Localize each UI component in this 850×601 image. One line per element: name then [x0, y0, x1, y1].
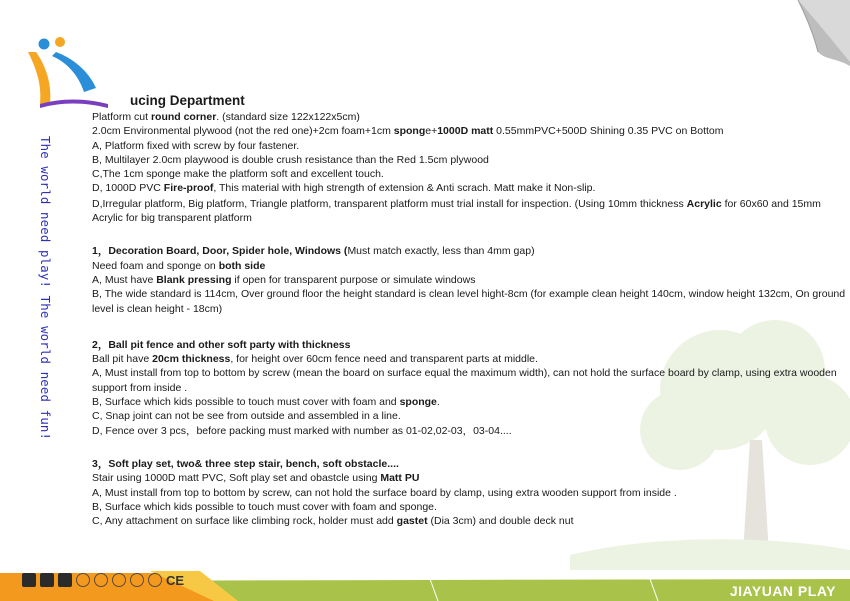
section-3-line: [92, 471, 850, 485]
section-1-item-a: [92, 273, 850, 287]
text-run: Must match exactly, less than 4mm gap): [347, 245, 535, 258]
section-3-item-b: B, Surface which kids possible to touch must cover with foam and sponge.: [92, 500, 437, 513]
text-run-bold: 2，Ball pit fence and other soft party with thickness: [92, 338, 351, 351]
seal-cert-icon: [148, 573, 162, 587]
section-2-item-c: C, Snap joint can not be see from outside and assembled in a line.: [92, 410, 401, 423]
text-run-bold: 1，Decoration Board, Door, Spider hole, Windows (: [92, 245, 348, 258]
text-run: e+: [425, 125, 438, 138]
text-run-bold: Blank pressing: [156, 273, 232, 286]
logo-right-arm: [52, 52, 96, 92]
section-3-item-a: A, Must install from top to bottom by screw, can not hold the surface board by clamp, using extra wooden support from inside .: [92, 486, 677, 499]
logo-left-arm: [28, 52, 50, 104]
text-run-bold: 20cm thickness: [152, 353, 231, 366]
page-curl: [792, 0, 850, 66]
text-run: (Dia 3cm) and double deck nut: [427, 515, 574, 528]
text-run: . (standard size 122x122x5cm): [216, 111, 360, 123]
intro-item-b: B, Multilayer 2.0cm playwood is double crush resistance than the Red 1.5cm plywood: [92, 153, 489, 166]
section-2-item-d: D, Fence over 3 pcs，before packing must marked with number as 01-02,02-03，03-04....: [92, 424, 512, 437]
text-run: if open for transparent purpose or simulate windows: [231, 273, 476, 286]
text-run: 0.55mmPVC+500D Shining 0.35 PVC on Bottom: [493, 125, 724, 138]
text-run-bold: gastet: [396, 515, 428, 528]
intro-item-c: C,The 1cm sponge make the platform soft and excellent touch.: [92, 168, 384, 181]
seal-cert-icon: [130, 573, 144, 587]
section-2-item-a: A, Must install from top to bottom by screw (mean the board on surface equal the maximum width), can not hold the surface board by clamp, using extra wooden support from inside .: [92, 367, 837, 394]
text-run-bold: 1000D matt: [437, 125, 494, 138]
text-run: .: [436, 396, 440, 409]
text-run-bold: 3，Soft play set, two& three step stair, bench, soft obstacle....: [92, 457, 399, 470]
iso-cert-icon: [22, 573, 36, 587]
section-2-item-b: [92, 395, 850, 409]
iso-cert-icon: [40, 573, 54, 587]
text-run: , for height over 60cm fence need and transparent parts at middle.: [230, 353, 538, 366]
text-run: for 60x60 and 15mm Acrylic for big transparent platform: [92, 197, 821, 225]
seal-cert-icon: [76, 573, 90, 587]
section-3-title: [92, 457, 850, 471]
section-1-line: [92, 259, 850, 273]
text-run-bold: Acrylic: [686, 197, 722, 210]
section-2-line: [92, 352, 850, 366]
intro-item-d2: [92, 197, 850, 226]
text-run: A, Must have: [92, 273, 157, 286]
vertical-slogan: [36, 136, 56, 481]
intro-item-a: A, Platform fixed with screw by four fastener.: [92, 139, 300, 152]
certification-logos: [22, 571, 184, 589]
ce-mark-icon: CE: [166, 572, 185, 588]
text-run-bold: spong: [393, 125, 426, 138]
text-run-bold: both side: [218, 259, 266, 272]
text-run: D,Irregular platform, Big platform, Triangle platform, transparent platform must trial install for inspection. (Using 10mm thickness: [92, 197, 687, 210]
section-1-title: [92, 244, 850, 258]
section-3-item-c: [92, 514, 850, 528]
intro-item-d: [92, 181, 850, 195]
section-1-item-b: B, The wide standard is 114cm, Over ground floor the height standard is clean level hight-8cm (for example clean height 140cm, window height 132cm, On ground level is clean height - 18cm): [92, 288, 846, 315]
text-run-bold: sponge: [399, 396, 437, 409]
text-run: D, 1000D PVC: [92, 182, 164, 195]
text-run: Ball pit have: [92, 353, 153, 366]
text-run: Stair using 1000D matt PVC, Soft play set and obastcle using: [92, 472, 381, 485]
text-run: C, Any attachment on surface like climbing rock, holder must add: [92, 515, 397, 528]
text-run-bold: Matt PU: [380, 472, 420, 485]
brand-name: JIAYUAN PLAY: [729, 583, 836, 599]
page-heading: ucing Department: [130, 93, 245, 108]
seal-cert-icon: [94, 573, 108, 587]
text-run: , This material with high strength of extension & Anti scrach. Matt make it Non-slip.: [213, 182, 596, 195]
text-run: Platform cut: [92, 111, 151, 123]
section-2-title: [92, 338, 850, 352]
vertical-slogan-text: The world need play! The world need fun!: [38, 136, 52, 441]
intro-line-2: [92, 124, 850, 138]
text-run: B, Surface which kids possible to touch must cover with foam and: [92, 396, 400, 409]
logo-dot-blue: [39, 39, 50, 50]
document-body: [92, 92, 850, 528]
logo-dot-yellow: [55, 37, 65, 47]
text-run: 2.0cm Environmental plywood (not the red one)+2cm foam+1cm: [92, 125, 394, 138]
intro-line-1: [92, 110, 850, 124]
seal-cert-icon: [112, 573, 126, 587]
text-run-bold: Fire-proof: [163, 182, 214, 195]
quality-cert-icon: [58, 573, 72, 587]
text-run-bold: round corner: [150, 111, 217, 123]
text-run: Need foam and sponge on: [92, 259, 219, 272]
